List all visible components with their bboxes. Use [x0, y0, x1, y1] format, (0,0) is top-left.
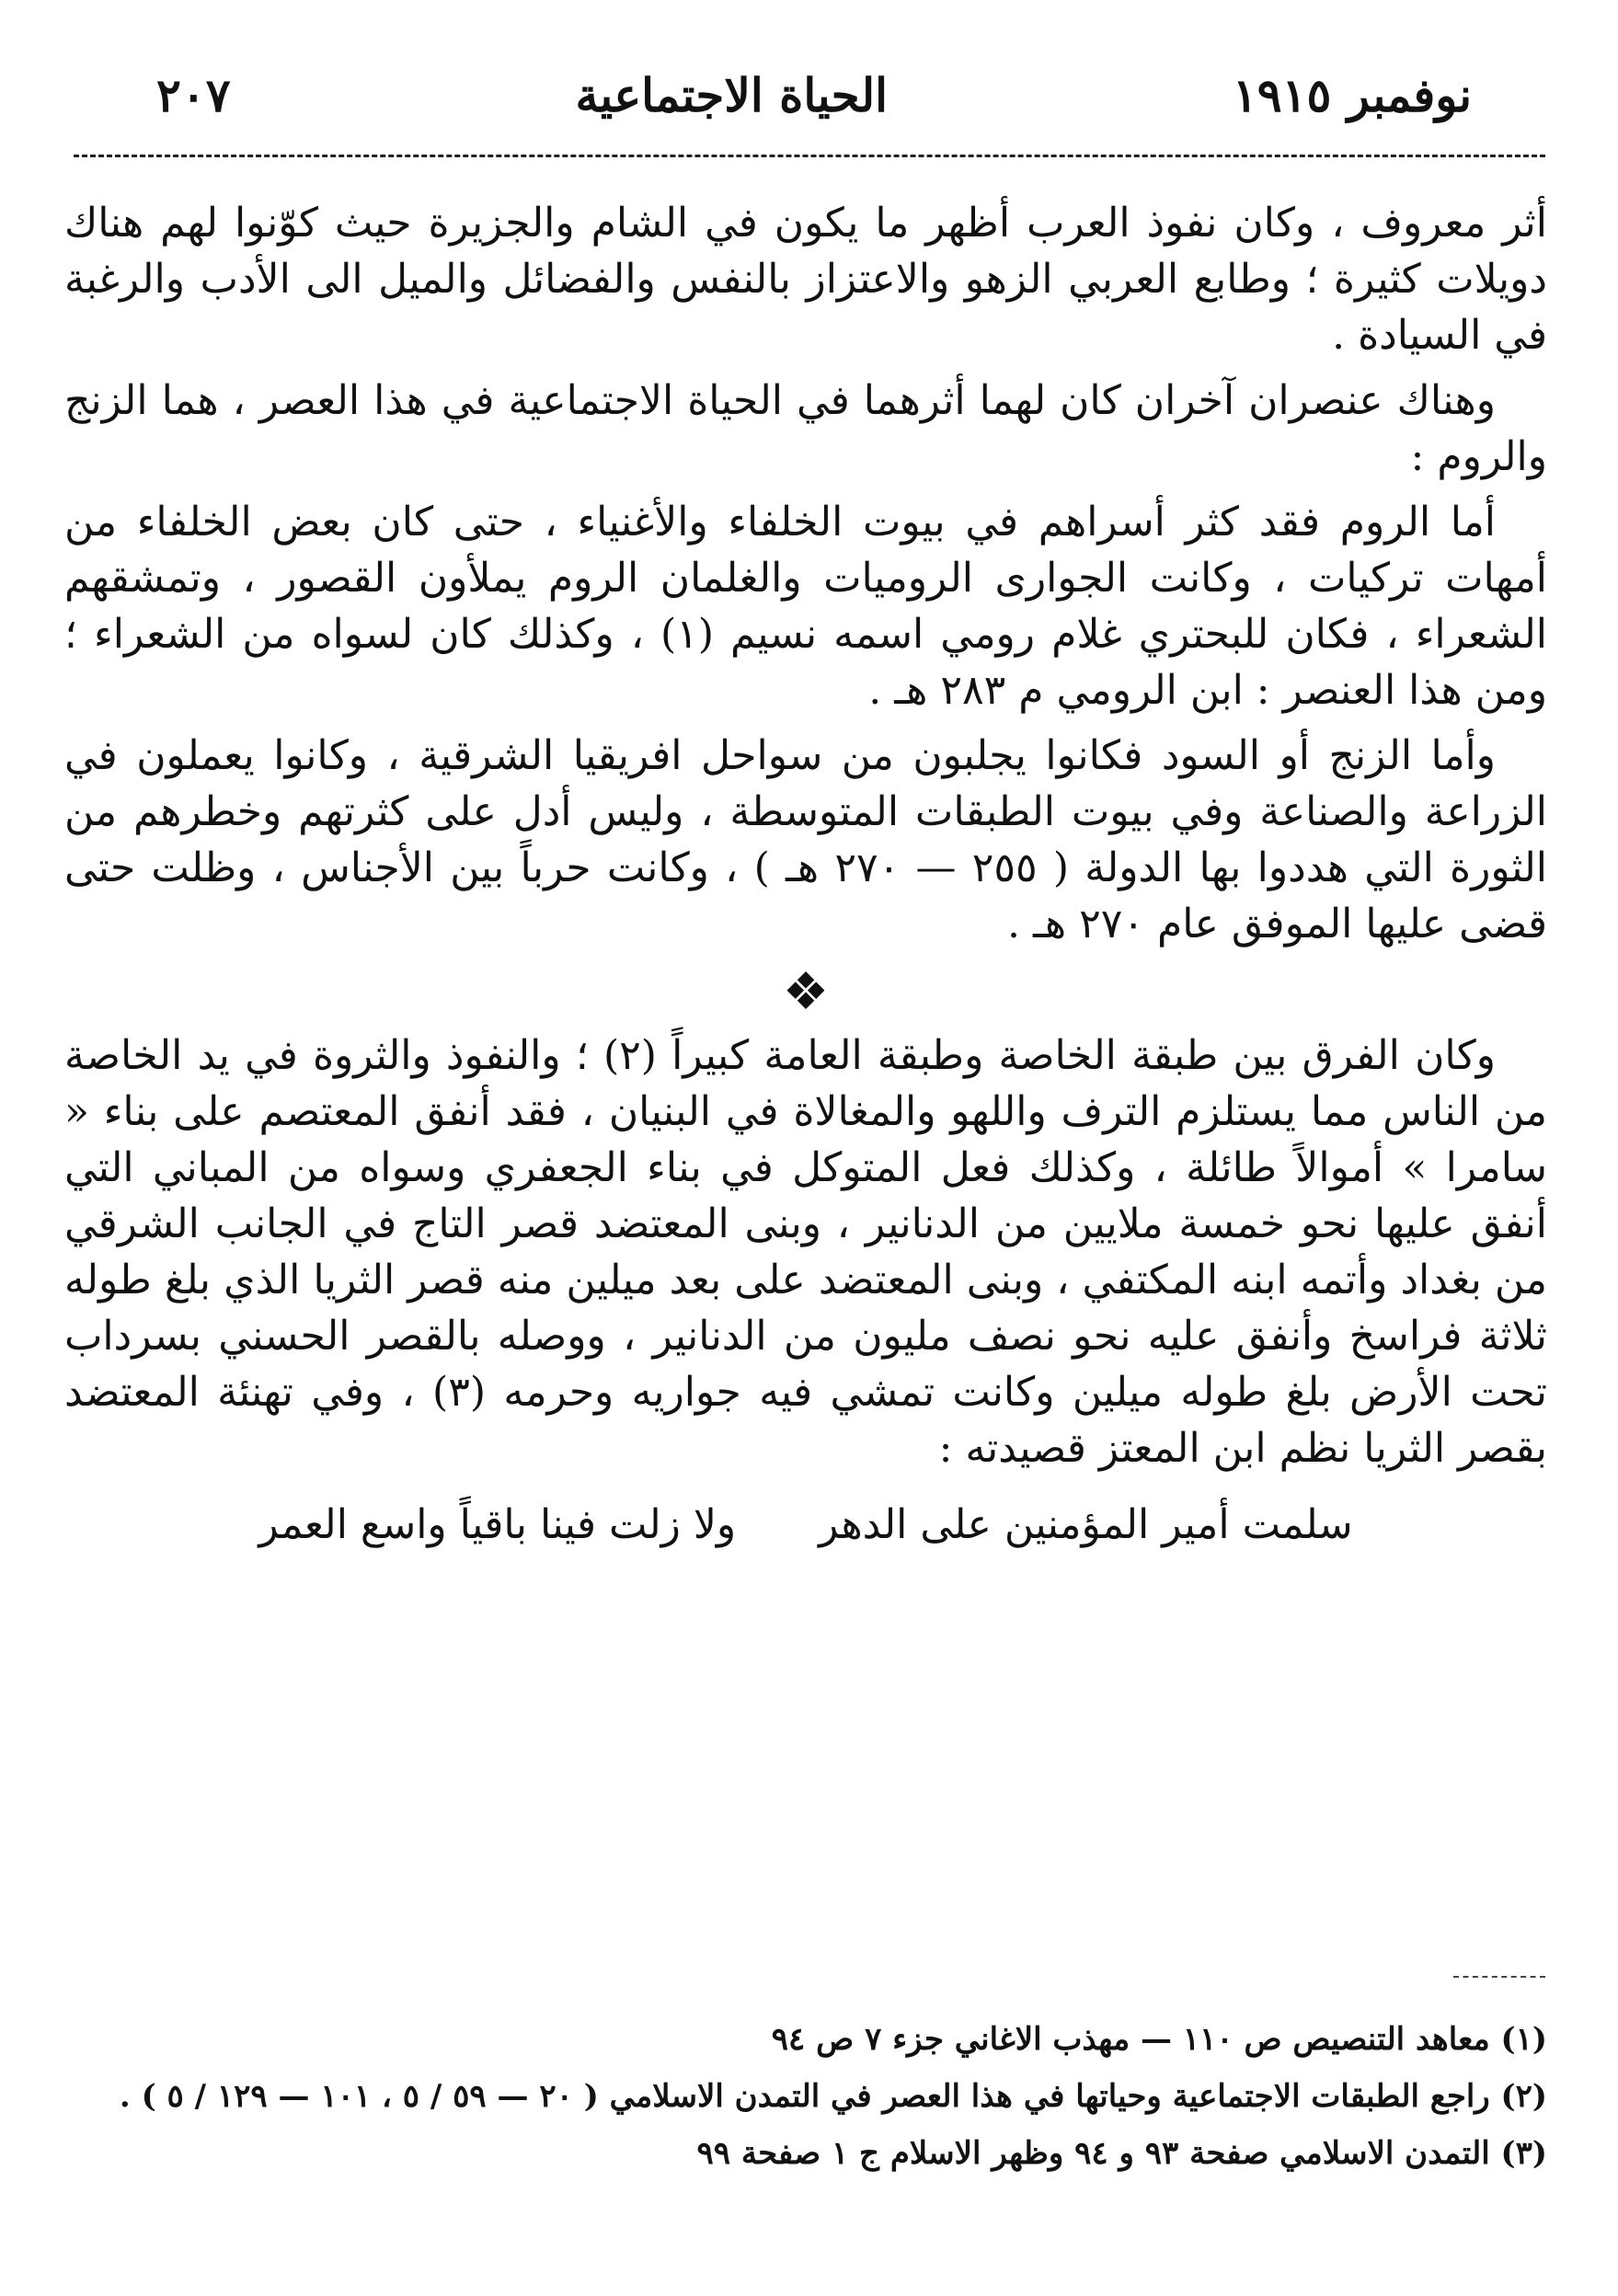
section-ornament: ❖: [782, 962, 830, 1022]
paragraph: وأما الزنج أو السود فكانوا يجلبون من سواحل افريقيا الشرقية ، وكانوا يعملون في الزراعة والصناعة وفي بيوت الطبقات المتوسطة ، وليس أدل على كثرتهم وخطرهم من الثورة التي هددوا بها الدولة ( ٢٥٥ — ٢٧٠ هـ ) ، وكانت حرباً بين الأجناس ، وظلت حتى قضى عليها الموفق عام ٢٧٠ هـ .: [64, 732, 1547, 947]
paragraph: وكان الفرق بين طبقة الخاصة وطبقة العامة كبيراً (٢) ؛ والنفوذ والثروة في يد الخاصة من الناس مما يستلزم الترف واللهو والمغالاة في البنيان ، فقد أنفق المعتصم على بناء « سامرا » أموالاً طائلة ، وكذلك فعل المتوكل في بناء الجعفري وسواه من المباني التي أنفق عليها نحو خمسة ملايين من الدنانير ، وبنى المعتضد قصر التاج في الجانب الشرقي من بغداد وأتمه ابنه المكتفي ، وبنى المعتضد على بعد ميلين منه قصر الثريا الذي بلغ طوله ثلاثة فراسخ وأنفق عليه نحو نصف مليون من الدنانير ، ووصله بالقصر الحسني بسرداب تحت الأرض بلغ طوله ميلين وكانت تمشي فيه جواريه وحرمه (٣) ، وفي تهنئة المعتضد بقصر الثريا نظم ابن المعتز قصيدته :: [64, 1032, 1548, 1472]
verse-second-hemistich: ولا زلت فينا باقياً واسع العمر: [258, 1501, 737, 1548]
footnotes: [64, 2015, 1547, 2186]
verse-first-hemistich: سلمت أمير المؤمنين على الدهر: [819, 1501, 1353, 1548]
footnote-rule: [1453, 1976, 1545, 1978]
running-header: [156, 53, 1472, 136]
poem-verse: [64, 1493, 1547, 1557]
paragraph: أما الروم فقد كثر أسراهم في بيوت الخلفاء والأغنياء ، حتى كان بعض الخلفاء من أمهات تركيات ، وكانت الجوارى الروميات والغلمان الروم يملأون القصور ، وتمشقهم الشعراء ، فكان للبحتري غلام رومي اسمه نسيم (١) ، وكذلك كان لسواه من الشعراء ؛ ومن هذا العنصر : ابن الرومي م ٢٨٣ هـ .: [64, 499, 1547, 714]
footnote: (١) معاهد التنصيص ص ١١٠ — مهذب الاغاني جزء ٧ ص ٩٤: [771, 2021, 1547, 2058]
body-text: [64, 195, 1547, 1557]
footnote: (٣) التمدن الاسلامي صفحة ٩٣ و ٩٤ وظهر الاسلام ج ١ صفحة ٩٩: [696, 2135, 1547, 2172]
header-date: نوفمبر ١٩١٥: [1232, 67, 1472, 122]
paragraph: أثر معروف ، وكان نفوذ العرب أظهر ما يكون في الشام والجزيرة حيث كوّنوا لهم هناك دويلات كثيرة ؛ وطابع العربي الزهو والاعتزاز بالنفس والفضائل والميل الى الأدب والرغبة في السيادة .: [64, 200, 1547, 359]
footnote: (٢) راجع الطبقات الاجتماعية وحياتها في هذا العصر في التمدن الاسلامي ( ٢٠ — ٥٩ / ٥ ، ١٠١ — ١٢٩ / ٥ ) .: [119, 2078, 1547, 2115]
page-number: ٢٠٧: [156, 67, 231, 122]
paragraph: وهناك عنصران آخران كان لهما أثرهما في الحياة الاجتماعية في هذا العصر ، هما الزنج والروم :: [64, 377, 1547, 480]
header-title: الحياة الاجتماعية: [575, 67, 889, 122]
header-rule: [74, 155, 1545, 157]
